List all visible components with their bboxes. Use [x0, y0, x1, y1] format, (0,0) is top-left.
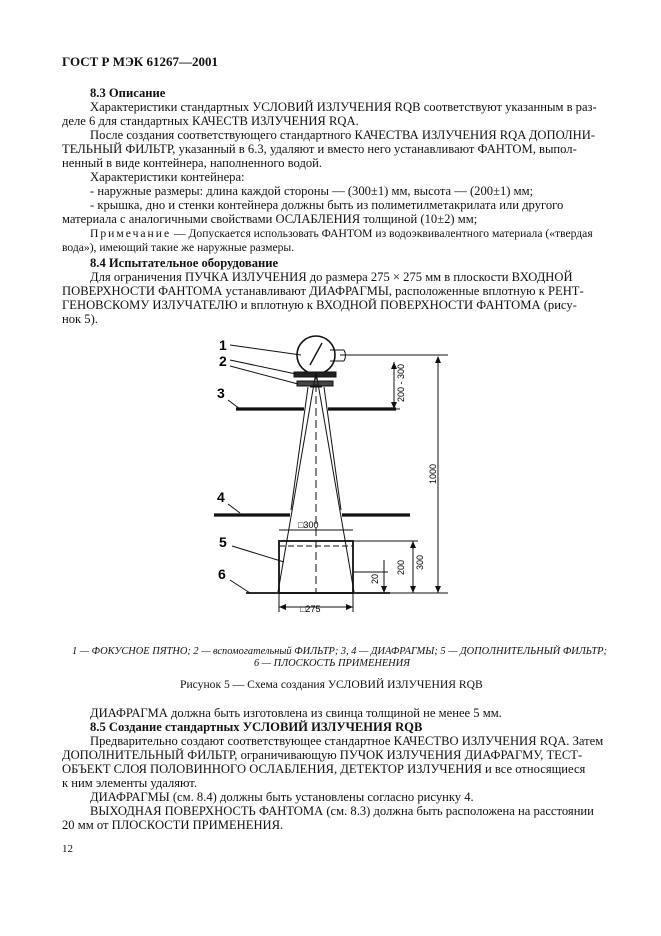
note-label: Примечание [90, 227, 172, 240]
dim-200: 200 [396, 559, 406, 575]
leader-line-6 [230, 580, 250, 593]
figure-legend: 6 — ПЛОСКОСТЬ ПРИМЕНЕНИЯ [254, 658, 411, 669]
arrow-head [435, 356, 441, 363]
section-8-4-title: 8.4 Испытательное оборудование [90, 256, 279, 270]
list-item: - крышка, дно и стенки контейнера должны быть из полиметилметакрилата или другого [90, 198, 564, 212]
paragraph-line: Характеристики стандартных УСЛОВИЙ ИЗЛУЧЕНИЯ RQB соответствуют указанным в раз- [90, 100, 597, 114]
paragraph-line: Предварительно создают соответствующее стандартное КАЧЕСТВО ИЗЛУЧЕНИЯ RQA. Затем [90, 734, 604, 748]
leader-line-5 [232, 546, 284, 562]
dim-square-300: □300 [298, 520, 319, 530]
paragraph-line: ВЫХОДНАЯ ПОВЕРХНОСТЬ ФАНТОМА (см. 8.3) должна быть расположена на расстоянии [90, 804, 594, 818]
beam-edge [316, 372, 354, 592]
section-8-3-title: 8.3 Описание [90, 86, 166, 100]
beam-edge [278, 372, 319, 592]
paragraph-line: После создания соответствующего стандартного КАЧЕСТВА ИЗЛУЧЕНИЯ RQA ДОПОЛНИ- [90, 128, 595, 142]
figure-label-5: 5 [219, 534, 227, 550]
figure-label-1: 1 [219, 337, 227, 353]
document-header: ГОСТ Р МЭК 61267—2001 [62, 54, 218, 69]
figure-legend: 1 — ФОКУСНОЕ ПЯТНО; 2 — вспомогательный ФИЛЬТР; 3, 4 — ДИАФРАГМЫ; 5 — ДОПОЛНИТЕЛЬНЫЙ ФИЛЬТР; [72, 646, 607, 657]
dim-20: 20 [370, 573, 380, 584]
arrow-head [381, 586, 387, 593]
paragraph-line: ГЕНОВСКОМУ ИЗЛУЧАТЕЛЮ и вплотную к ВХОДНОЙ ПОВЕРХНОСТИ ФАНТОМА (рису- [62, 298, 577, 312]
paragraph-line: 20 мм от ПЛОСКОСТИ ПРИМЕНЕНИЯ. [62, 818, 284, 832]
paragraph-line: ДОПОЛНИТЕЛЬНЫЙ ФИЛЬТР, ограничивающую ПУЧОК ИЗЛУЧЕНИЯ ДИАФРАГМУ, ТЕСТ- [62, 748, 583, 762]
figure-caption: Рисунок 5 — Схема создания УСЛОВИЙ ИЗЛУЧЕНИЯ RQB [180, 678, 483, 691]
paragraph-line: ТЕЛЬНЫЙ ФИЛЬТР, указанный в 6.3, удаляют и вместо него устанавливают ФАНТОМ, выпол- [62, 142, 577, 156]
list-item: - наружные размеры: длина каждой стороны — (300±1) мм, высота — (200±1) мм; [90, 184, 534, 198]
note-text: — Допускается использовать ФАНТОМ из водоэквивалентного материала («твердая [171, 227, 593, 240]
paragraph-line: ДИАФРАГМЫ (см. 8.4) должны быть установлены согласно рисунку 4. [90, 790, 474, 804]
paragraph-line: к ним элементы удаляют. [62, 776, 197, 790]
paragraph-line: ПОВЕРХНОСТИ ФАНТОМА устанавливают ДИАФРАГМЫ, расположенные вплотную к РЕНТ- [62, 284, 584, 298]
paragraph-line: ДИАФРАГМА должна быть изготовлена из свинца толщиной не менее 5 мм. [90, 706, 502, 720]
leader-line-2 [230, 360, 296, 374]
arrow-head [435, 586, 441, 593]
figure-label-4: 4 [217, 489, 225, 505]
note-line: вода»), имеющий такие же наружные размеры. [62, 241, 295, 254]
dim-300: 300 [415, 554, 425, 570]
arrow-head [410, 586, 416, 593]
paragraph-line: ненный в виде контейнера, наполненного водой. [62, 156, 323, 170]
dim-square-275: □275 [300, 604, 321, 614]
arrow-head [346, 604, 353, 610]
beam-inner [291, 387, 308, 510]
paragraph-line: Характеристики контейнера: [90, 170, 245, 184]
dim-200-300: 200 - 300 [396, 363, 406, 402]
arrow-head [410, 541, 416, 548]
arrow-head [279, 604, 286, 610]
leader-line-2 [230, 366, 298, 384]
paragraph-line: нок 5). [62, 312, 98, 326]
auxiliary-filter [297, 381, 333, 386]
leader-line-3 [228, 400, 240, 409]
tube-line [310, 343, 322, 365]
paragraph-line: материала с аналогичными свойствами ОСЛАБЛЕНИЯ толщиной (10±2) мм; [62, 212, 478, 226]
section-8-5-title: 8.5 Создание стандартных УСЛОВИЙ ИЗЛУЧЕНИЯ RQB [90, 720, 423, 734]
paragraph-line: ОБЪЕКТ СЛОЯ ПОЛОВИННОГО ОСЛАБЛЕНИЯ, ДЕТЕКТОР ИЗЛУЧЕНИЯ и все относящиеся [62, 762, 586, 776]
paragraph-line: деле 6 для стандартных КАЧЕСТВ ИЗЛУЧЕНИЯ RQA. [62, 114, 359, 128]
paragraph-line: Для ограничения ПУЧКА ИЗЛУЧЕНИЯ до размера 275 × 275 мм в плоскости ВХОДНОЙ [90, 270, 573, 284]
leader-line-4 [228, 504, 240, 513]
page-number: 12 [62, 843, 73, 855]
dim-1000: 1000 [428, 463, 438, 484]
figure-label-2: 2 [219, 353, 227, 369]
figure-label-6: 6 [218, 566, 226, 582]
leader-line-1 [230, 345, 301, 355]
beam-inner [324, 387, 341, 510]
figure-label-3: 3 [217, 385, 225, 401]
